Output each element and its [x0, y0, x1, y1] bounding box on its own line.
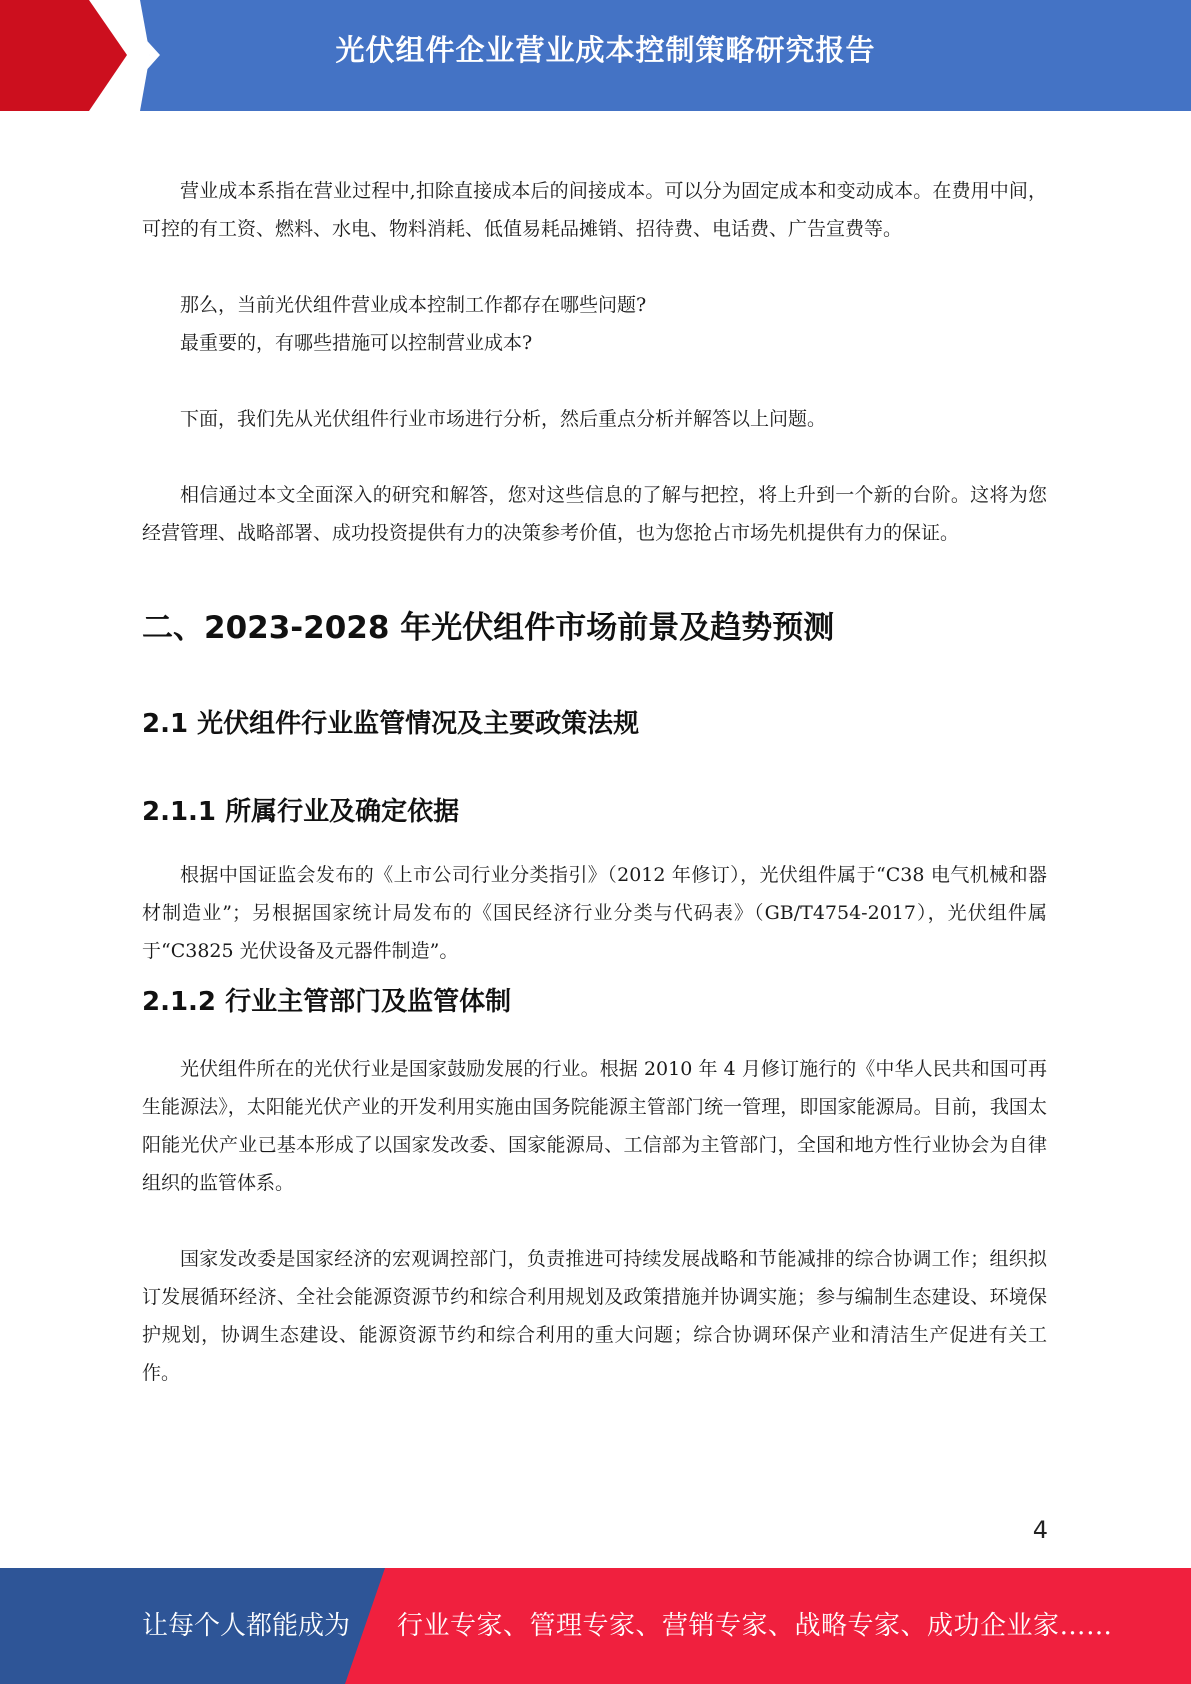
page-content [142, 172, 1047, 1430]
analysis-intro: 下面，我们先从光伏组件行业市场进行分析，然后重点分析并解答以上问题。 [180, 408, 827, 430]
question-1: 那么，当前光伏组件营业成本控制工作都存在哪些问题? [180, 294, 647, 316]
value-paragraph: 相信通过本文全面深入的研究和解答，您对这些信息的了解与把控，将上升到一个新的台阶。这将为您经营管理、战略部署、成功投资提供有力的决策参考价值，也为您抢占市场先机提供有力的保证。 [142, 484, 1047, 544]
intro-paragraph: 营业成本系指在营业过程中,扣除直接成本后的间接成本。可以分为固定成本和变动成本。在费用中间，可控的有工资、燃料、水电、物料消耗、低值易耗品摊销、招待费、电话费、广告宣费等。 [142, 180, 1047, 240]
regulation-paragraph: 光伏组件所在的光伏行业是国家鼓励发展的行业。根据 2010 年 4 月修订施行的《中华人民共和国可再生能源法》，太阳能光伏产业的开发利用实施由国务院能源主管部门统一管理，即国家能源局。目前，我国太阳能光伏产业已基本形成了以国家发改委、国家能源局、工信部为主管部门，全国和地方性行业协会为自律组织的监管体系。 [142, 1058, 1047, 1194]
header-banner [0, 0, 1191, 111]
footer-slogan-right: 行业专家、管理专家、营销专家、战略专家、成功企业家…… [397, 1611, 1113, 1641]
footer-slogan-left: 让每个人都能成为 [142, 1611, 351, 1641]
page-number: 4 [1032, 1516, 1048, 1544]
ndrc-paragraph: 国家发改委是国家经济的宏观调控部门，负责推进可持续发展战略和节能减排的综合协调工作；组织拟订发展循环经济、全社会能源资源节约和综合利用规划及政策措施并协调实施；参与编制生态建设、环境保护规划，协调生态建设、能源资源节约和综合利用的重大问题；综合协调环保产业和清洁生产促进有关工作。 [142, 1248, 1047, 1384]
footer-banner [0, 1568, 1191, 1684]
report-title: 光伏组件企业营业成本控制策略研究报告 [335, 33, 876, 67]
subsection-heading: 2.1 光伏组件行业监管情况及主要政策法规 [142, 709, 640, 739]
item-heading-2-1-1: 2.1.1 所属行业及确定依据 [142, 797, 460, 827]
section-heading: 二、2023-2028 年光伏组件市场前景及趋势预测 [142, 610, 835, 646]
question-2: 最重要的，有哪些措施可以控制营业成本? [180, 332, 533, 354]
item-heading-2-1-2: 2.1.2 行业主管部门及监管体制 [142, 987, 512, 1017]
industry-classification-paragraph: 根据中国证监会发布的《上市公司行业分类指引》（2012 年修订），光伏组件属于“C38 电气机械和器材制造业”；另根据国家统计局发布的《国民经济行业分类与代码表》（GB/T4754-2017），光伏组件属于“C3825 光伏设备及元器件制造”。 [142, 864, 1047, 962]
